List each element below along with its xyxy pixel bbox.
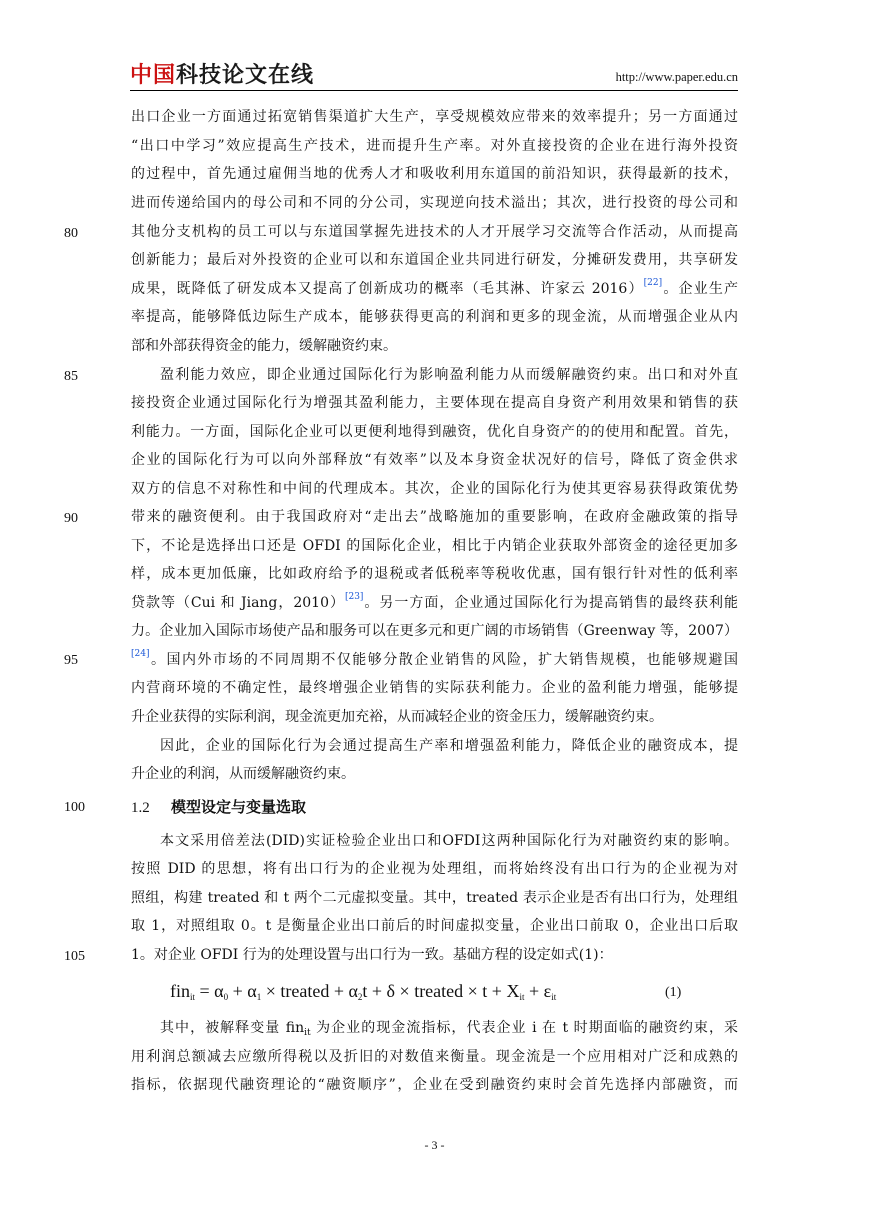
body-line: 盈利能力效应，即企业通过国际化行为影响盈利能力从而缓解融资约束。出口和对外直 — [160, 367, 738, 383]
citation-link[interactable]: [23] — [344, 592, 364, 602]
body-text: 为企业的现金流指标，代表企业 i 在 t 时期面临的融资约束，采 — [310, 1020, 738, 1036]
body-line: 双方的信息不对称性和中间的代理成本。其次，企业的国际化行为使其更容易获得政策优势 — [131, 481, 738, 497]
body-line: 带来的融资便利。由于我国政府对“走出去”战略施加的重要影响，在政府金融政策的指导 — [131, 509, 738, 525]
eq-term: + α — [228, 981, 257, 1001]
section-title: 模型设定与变量选取 — [171, 798, 307, 816]
body-line: 升企业的利润，从而缓解融资约束。 — [131, 766, 355, 782]
body-line: 指标，依据现代融资理论的“融资顺序”，企业在受到融资约束时会首先选择内部融资，而 — [131, 1077, 738, 1093]
body-line: 本文采用倍差法(DID)实证检验企业出口和OFDI这两种国际化行为对融资约束的影响。 — [160, 833, 738, 849]
body-line: 升企业获得的实际利润，现金流更加充裕，从而减轻企业的资金压力，缓解融资约束。 — [131, 709, 663, 725]
body-line: 按照 DID 的思想，将有出口行为的企业视为处理组，而将始终没有出口行为的企业视为对 — [131, 861, 738, 877]
header-divider — [130, 90, 738, 91]
logo-dark-text: 科技论文在线 — [176, 63, 315, 88]
body-line: 创新能力；最后对外投资的企业可以和东道国企业共同进行研发，分摊研发费用，共享研发 — [131, 252, 738, 268]
citation-link[interactable]: [24] — [131, 649, 150, 659]
line-number: 80 — [64, 226, 78, 241]
section-heading — [131, 794, 306, 821]
line-number: 85 — [64, 369, 78, 384]
body-line: 其他分支机构的员工可以与东道国掌握先进技术的人才开展学习交流等合作活动，从而提高 — [131, 224, 738, 240]
page-number: - 3 - — [424, 1138, 445, 1152]
body-text: 。国内外市场的不同周期不仅能够分散企业销售的风险，扩大销售规模，也能够规避国 — [149, 652, 738, 668]
equation — [170, 975, 556, 1013]
body-line: 1。对企业 OFDI 行为的处理设置与出口行为一致。基础方程的设定如式(1)： — [131, 947, 613, 963]
eq-term: = α — [195, 981, 224, 1001]
body-line: 企业的国际化行为可以向外部释放“有效率”以及本身资金状况好的信号，降低了资金供求 — [131, 452, 738, 468]
eq-subscript: 0 — [223, 992, 229, 1002]
body-line: 的过程中，首先通过雇佣当地的优秀人才和吸收利用东道国的前沿知识，获得最新的技术， — [131, 166, 738, 182]
body-line: “出口中学习”效应提高生产技术，进而提升生产率。对外直接投资的企业在进行海外投资 — [131, 138, 738, 154]
citation-link[interactable]: [22] — [643, 278, 663, 288]
body-line: 取 1，对照组取 0。t 是衡量企业出口前后的时间虚拟变量，企业出口前取 0，企业出口后取 — [131, 918, 738, 934]
body-text: 贷款等（Cui 和 Jiang，2010） — [131, 595, 345, 611]
body-line: 用利润总额减去应缴所得税以及折旧的对数值来衡量。现金流是一个应用相对广泛和成熟的 — [131, 1049, 738, 1065]
body-line: 照组，构建 treated 和 t 两个二元虚拟变量。其中，treated 表示企业是否有出口行为，处理组 — [131, 890, 738, 906]
eq-subscript: it — [551, 992, 557, 1002]
body-line — [131, 648, 738, 672]
body-line: 下，不论是选择出口还是 OFDI 的国际化企业，相比于内销企业获取外部资金的途径更加多 — [131, 538, 738, 554]
body-line: 内营商环境的不确定性，最终增强企业销售的实际获利能力。企业的盈利能力增强，能够提 — [131, 680, 738, 696]
body-line: 部和外部获得资金的能力，缓解融资约束。 — [131, 338, 397, 354]
body-line: 力。企业加入国际市场使产品和服务可以在更多元和更广阔的市场销售（Greenway 等，2007） — [131, 623, 738, 639]
body-line: 率提高，能够降低边际生产成本，能够获得更高的利润和更多的现金流，从而增强企业从内 — [131, 309, 738, 325]
header-url[interactable]: http://www.paper.edu.cn — [615, 70, 738, 84]
body-text: 。另一方面，企业通过国际化行为提高销售的最终获利能 — [363, 595, 739, 611]
line-number: 105 — [64, 949, 85, 964]
body-line: 出口企业一方面通过拓宽销售渠道扩大生产，享受规模效应带来的效率提升；另一方面通过 — [131, 109, 738, 125]
line-number: 90 — [64, 511, 78, 526]
body-line — [131, 1016, 738, 1040]
section-number: 1.2 — [131, 800, 150, 816]
body-line — [131, 277, 738, 301]
site-logo — [130, 62, 314, 90]
logo-red-text: 中国 — [130, 63, 177, 88]
eq-term: t + δ × treated × t + X — [362, 981, 520, 1001]
line-number: 100 — [64, 800, 85, 815]
body-line: 利能力。一方面，国际化企业可以更便利地得到融资，优化自身资产的的使用和配置。首先， — [131, 424, 738, 440]
equation-number: (1) — [665, 985, 682, 1000]
eq-term: × treated + α — [261, 981, 358, 1001]
body-line — [131, 591, 738, 615]
eq-term: fin — [170, 981, 190, 1001]
body-line: 进而传递给国内的母公司和不同的分公司，实现逆向技术溢出；其次，进行投资的母公司和 — [131, 195, 738, 211]
eq-subscript: it — [190, 992, 196, 1002]
eq-subscript: 2 — [357, 992, 363, 1002]
body-line: 样，成本更加低廉，比如政府给予的退税或者低税率等税收优惠，国有银行针对性的低利率 — [131, 566, 738, 582]
body-line: 接投资企业通过国际化行为增强其盈利能力，主要体现在提高自身资产利用效果和销售的获 — [131, 395, 738, 411]
line-number: 95 — [64, 653, 78, 668]
eq-subscript: it — [519, 992, 525, 1002]
eq-term: + ε — [524, 981, 552, 1001]
body-text: 成果，既降低了研发成本又提高了创新成功的概率（毛其淋、许家云 2016） — [131, 281, 644, 297]
body-text: 其中，被解释变量 fin — [160, 1020, 305, 1036]
body-line: 因此，企业的国际化行为会通过提高生产率和增强盈利能力，降低企业的融资成本，提 — [160, 738, 738, 754]
body-subscript: it — [304, 1028, 311, 1038]
body-text: 。企业生产 — [662, 281, 739, 297]
eq-subscript: 1 — [256, 992, 262, 1002]
